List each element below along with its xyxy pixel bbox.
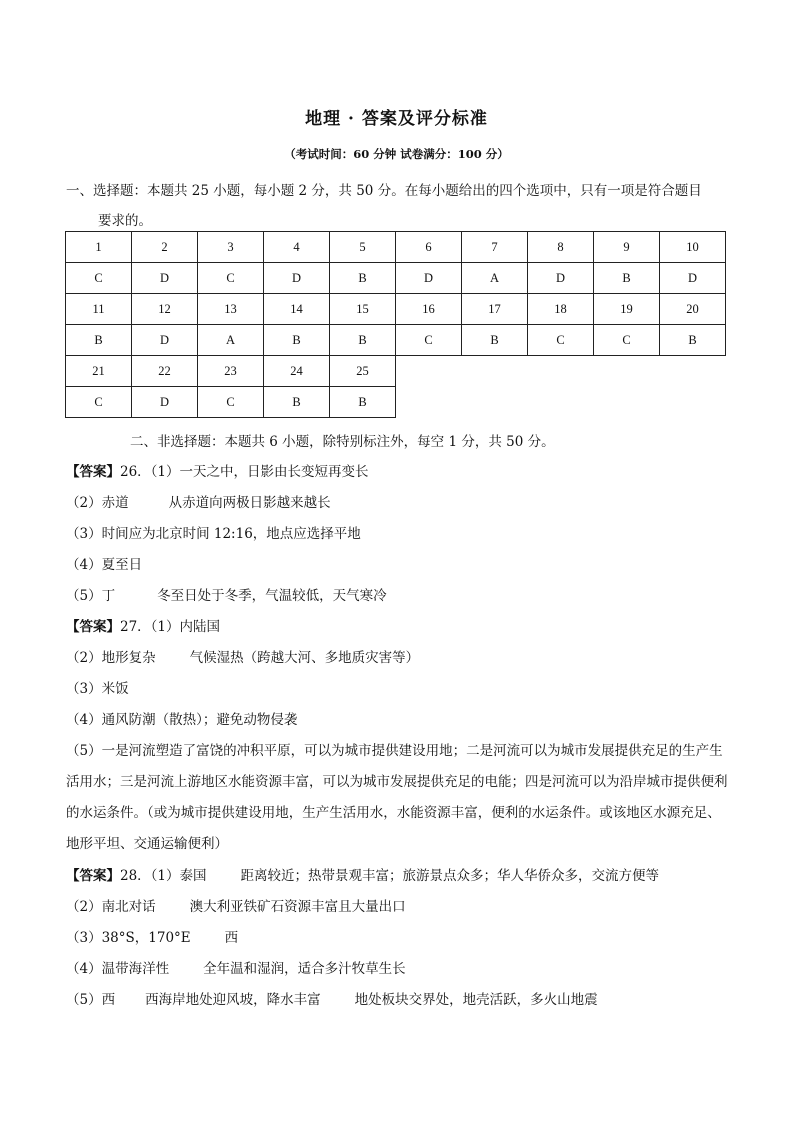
- table-cell: 3: [198, 232, 264, 263]
- section2-heading: 二、非选择题：本题共 6 小题，除特别标注外，每空 1 分，共 50 分。: [130, 434, 555, 450]
- table-empty-cell: [594, 356, 660, 387]
- q27-line5: （5）一是河流塑造了富饶的冲积平原，可以为城市提供建设用地；二是河流可以为城市发展提供充足的生产生活用水；三是河流上游地区水能资源丰富，可以为城市发展提供充足的电能；四是河流可以为沿岸城市提供便利的水运条件。（或为城市提供建设用地，生产生活用水，水能资源丰富，便利的水运条件。或该地区水源充足、地形平坦、交通运输便利）: [66, 743, 728, 852]
- q27-text2b: 气候湿热（跨越大河、多地质灾害等）: [189, 650, 420, 666]
- table-cell: A: [462, 263, 528, 294]
- table-row: [66, 356, 726, 387]
- table-cell: 22: [132, 356, 198, 387]
- q28-text2a: （2）南北对话: [66, 899, 156, 915]
- q28-line5: [66, 990, 598, 1010]
- q27-line2: [66, 648, 419, 668]
- table-cell: 14: [264, 294, 330, 325]
- q28-text5a: （5）西: [66, 992, 116, 1008]
- table-cell: B: [264, 325, 330, 356]
- table-cell: 16: [396, 294, 462, 325]
- table-empty-cell: [594, 387, 660, 418]
- q27-text2a: （2）地形复杂: [66, 650, 156, 666]
- q28-line3: [66, 928, 238, 948]
- q28-line2: [66, 897, 406, 917]
- table-cell: 24: [264, 356, 330, 387]
- q28-text4a: （4）温带海洋性: [66, 961, 170, 977]
- q28-text5c: 地处板块交界处，地壳活跃，多火山地震: [354, 992, 598, 1008]
- table-cell: B: [264, 387, 330, 418]
- table-row: [66, 263, 726, 294]
- table-cell: 15: [330, 294, 396, 325]
- page-title: 地理 · 答案及评分标准: [305, 109, 488, 129]
- table-cell: C: [66, 263, 132, 294]
- table-cell: 25: [330, 356, 396, 387]
- table-cell: D: [264, 263, 330, 294]
- table-cell: 9: [594, 232, 660, 263]
- table-cell: C: [594, 325, 660, 356]
- answer-table: [65, 231, 726, 418]
- table-cell: 20: [660, 294, 726, 325]
- q28-text1b: 距离较近；热带景观丰富；旅游景点众多；华人华侨众多，交流方便等: [240, 868, 660, 884]
- table-cell: C: [396, 325, 462, 356]
- table-cell: 18: [528, 294, 594, 325]
- table-row: [66, 325, 726, 356]
- table-cell: B: [594, 263, 660, 294]
- table-cell: 2: [132, 232, 198, 263]
- section1-line2: 要求的。: [98, 213, 152, 229]
- table-cell: D: [396, 263, 462, 294]
- table-cell: A: [198, 325, 264, 356]
- table-cell: B: [66, 325, 132, 356]
- table-cell: 12: [132, 294, 198, 325]
- table-empty-cell: [528, 356, 594, 387]
- q28-text4b: 全年温和湿润，适合多汁牧草生长: [203, 961, 406, 977]
- q28-text1a: 28．（1）泰国: [120, 868, 207, 884]
- table-cell: 1: [66, 232, 132, 263]
- table-empty-cell: [660, 387, 726, 418]
- table-cell: C: [198, 263, 264, 294]
- table-cell: C: [198, 387, 264, 418]
- table-cell: 17: [462, 294, 528, 325]
- table-empty-cell: [660, 356, 726, 387]
- table-cell: 23: [198, 356, 264, 387]
- q26-text5b: 冬至日处于冬季，气温较低，天气寒冷: [157, 588, 387, 604]
- q26-line5: [66, 586, 387, 606]
- q26-text1: 26．（1）一天之中，日影由长变短再变长: [120, 464, 369, 480]
- table-cell: C: [66, 387, 132, 418]
- table-cell: 11: [66, 294, 132, 325]
- table-cell: B: [330, 325, 396, 356]
- table-cell: 13: [198, 294, 264, 325]
- section1-instructions: [66, 176, 736, 236]
- table-cell: 4: [264, 232, 330, 263]
- table-empty-cell: [528, 387, 594, 418]
- q27-line1: [66, 617, 220, 637]
- q26-text2b: 从赤道向两极日影越来越长: [168, 495, 331, 511]
- table-cell: D: [528, 263, 594, 294]
- q28-text2b: 澳大利亚铁矿石资源丰富且大量出口: [189, 899, 406, 915]
- q27-line3: （3）米饭: [66, 681, 129, 697]
- table-row: [66, 387, 726, 418]
- answer-label: 【答案】: [66, 464, 120, 480]
- q28-line1: [66, 866, 659, 886]
- table-empty-cell: [462, 356, 528, 387]
- q28-text3a: （3）38°S，170°E: [66, 930, 191, 946]
- table-cell: B: [330, 263, 396, 294]
- table-cell: 5: [330, 232, 396, 263]
- table-cell: B: [330, 387, 396, 418]
- table-cell: B: [660, 325, 726, 356]
- table-empty-cell: [396, 387, 462, 418]
- answer-label: 【答案】: [66, 619, 120, 635]
- section1-line1: 一、选择题：本题共 25 小题，每小题 2 分，共 50 分。在每小题给出的四个选项中，只有一项是符合题目: [66, 183, 702, 199]
- table-cell: 8: [528, 232, 594, 263]
- table-cell: D: [132, 263, 198, 294]
- table-cell: 19: [594, 294, 660, 325]
- q28-line4: [66, 959, 406, 979]
- q27-text1: 27．（1）内陆国: [120, 619, 221, 635]
- table-cell: 21: [66, 356, 132, 387]
- table-row: [66, 294, 726, 325]
- q26-line4: （4）夏至日: [66, 557, 143, 573]
- answer-label: 【答案】: [66, 868, 120, 884]
- q26-text2a: （2）赤道: [66, 495, 129, 511]
- table-row: [66, 232, 726, 263]
- table-cell: B: [462, 325, 528, 356]
- table-empty-cell: [462, 387, 528, 418]
- q26-text5a: （5）丁: [66, 588, 116, 604]
- q26-line2: [66, 493, 331, 513]
- table-empty-cell: [396, 356, 462, 387]
- table-cell: 10: [660, 232, 726, 263]
- q26-line3: （3）时间应为北京时间 12:16，地点应选择平地: [66, 526, 361, 542]
- table-cell: 6: [396, 232, 462, 263]
- table-cell: D: [660, 263, 726, 294]
- table-cell: D: [132, 387, 198, 418]
- table-cell: C: [528, 325, 594, 356]
- q26-line1: [66, 462, 369, 482]
- table-cell: D: [132, 325, 198, 356]
- table-cell: 7: [462, 232, 528, 263]
- q28-text3b: 西: [224, 930, 239, 946]
- q28-text5b: 西海岸地处迎风坡，降水丰富: [145, 992, 321, 1008]
- exam-info: （考试时间：60 分钟 试卷满分：100 分）: [284, 147, 509, 161]
- q27-line4: （4）通风防潮（散热）；避免动物侵袭: [66, 712, 298, 728]
